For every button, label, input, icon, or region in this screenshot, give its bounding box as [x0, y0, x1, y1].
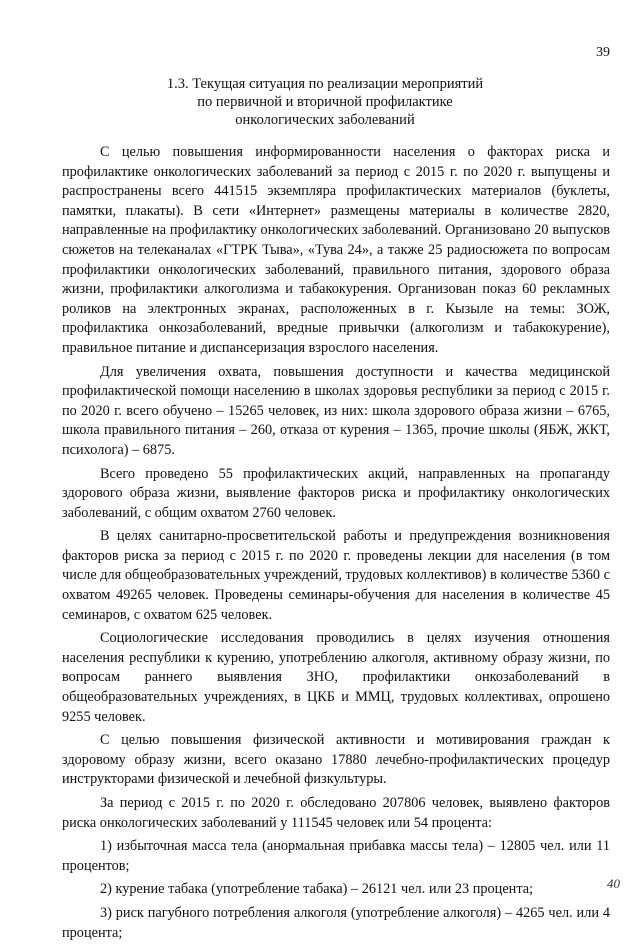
section-title-line: онкологических заболеваний	[235, 112, 415, 128]
list-item-alcohol: 3) риск пагубного потребления алкоголя (употребление алкоголя) – 4265 чел. или 4 процента;	[62, 904, 610, 941]
paragraph-sociological-research: Социологические исследования проводились в целях изучения отношения населения республики к курению, употреблению алкоголя, активному образу жизни, по вопросам раннего выявления ЗНО, профилактики онкозаболеваний в общеобразовательных учреждениях, в ЦКБ и ММЦ, трудовых коллективах, опрошено 9255 человек.	[62, 630, 610, 725]
paragraph-physical-activity: С целью повышения физической активности и мотивирования граждан к здоровому образу жизни, всего оказано 17880 лечебно-профилактических процедур инструкторами физической и лечебной физкультуры.	[62, 732, 610, 788]
paragraph-risk-factors: За период с 2015 г. по 2020 г. обследовано 207806 человек, выявлено факторов риска онкологических заболеваний у 111545 человек или 54 процента:	[62, 795, 610, 831]
handwritten-page-mark: 40	[607, 876, 620, 891]
list-item-smoking: 2) курение табака (употребление табака) – 26121 чел. или 23 процента;	[100, 881, 534, 898]
section-title-line: 1.3. Текущая ситуация по реализации мероприятий	[166, 76, 484, 92]
paragraph-information: С целью повышения информированности населения о факторах риска и профилактике онкологических заболеваний за период с 2015 г. по 2020 г. выпущены и распространены всего 441515 экземпляра профилактических материалов (буклеты, памятки, плакаты). В сети «Интернет» размещены материалы в количестве 2820, направленные на профилактику онкологических заболеваний. Организовано 20 выпусков сюжетов на телеканалах «ГТРК Тыва», «Тува 24», а также 25 радиосюжета по вопросам профилактики онкологических заболеваний, правильного питания, здорового образа жизни, профилактики алкоголизма и табакокурения. Организован показ 60 рекламных роликов на электронных экранах, расположенных в г. Кызыле на темы: ЗОЖ, профилактика онкозаболеваний, вредные привычки (алкоголизм и табакокурение), правильное питание и диспансеризация взрослого населения.	[62, 144, 610, 356]
body-text	[62, 143, 610, 947]
page-number: 39	[596, 45, 610, 60]
section-title	[110, 75, 540, 129]
section-title-line: по первичной и вторичной профилактике	[197, 94, 453, 110]
paragraph-health-schools: Для увеличения охвата, повышения доступности и качества медицинской профилактической помощи населению в школах здоровья республики за период с 2015 г. по 2020 г. всего обучено – 15265 человек, из них: школа здорового образа жизни – 6765, школа правильного питания – 260, отказа от курения – 1365, прочие школы (ЯБЖ, ЖКТ, психолога) – 6875.	[62, 363, 610, 458]
paragraph-actions: Всего проведено 55 профилактических акций, направленных на пропаганду здорового образа жизни, выявление факторов риска и профилактику онкологических заболеваний, с общим охватом 2760 человек.	[62, 465, 610, 521]
list-item-overweight: 1) избыточная масса тела (анормальная прибавка массы тела) – 12805 чел. или 11 процентов;	[62, 838, 610, 874]
paragraph-lectures: В целях санитарно-просветительской работы и предупреждения возникновения факторов риска за период с 2015 г. по 2020 г. проведены лекции для населения (в том числе для общеобразовательных учреждений, трудовых коллективов) в количестве 5360 с охватом 49265 человек. Проведены семинары-обучения для населения в количестве 45 семинаров, с охватом 625 человек.	[62, 528, 610, 623]
